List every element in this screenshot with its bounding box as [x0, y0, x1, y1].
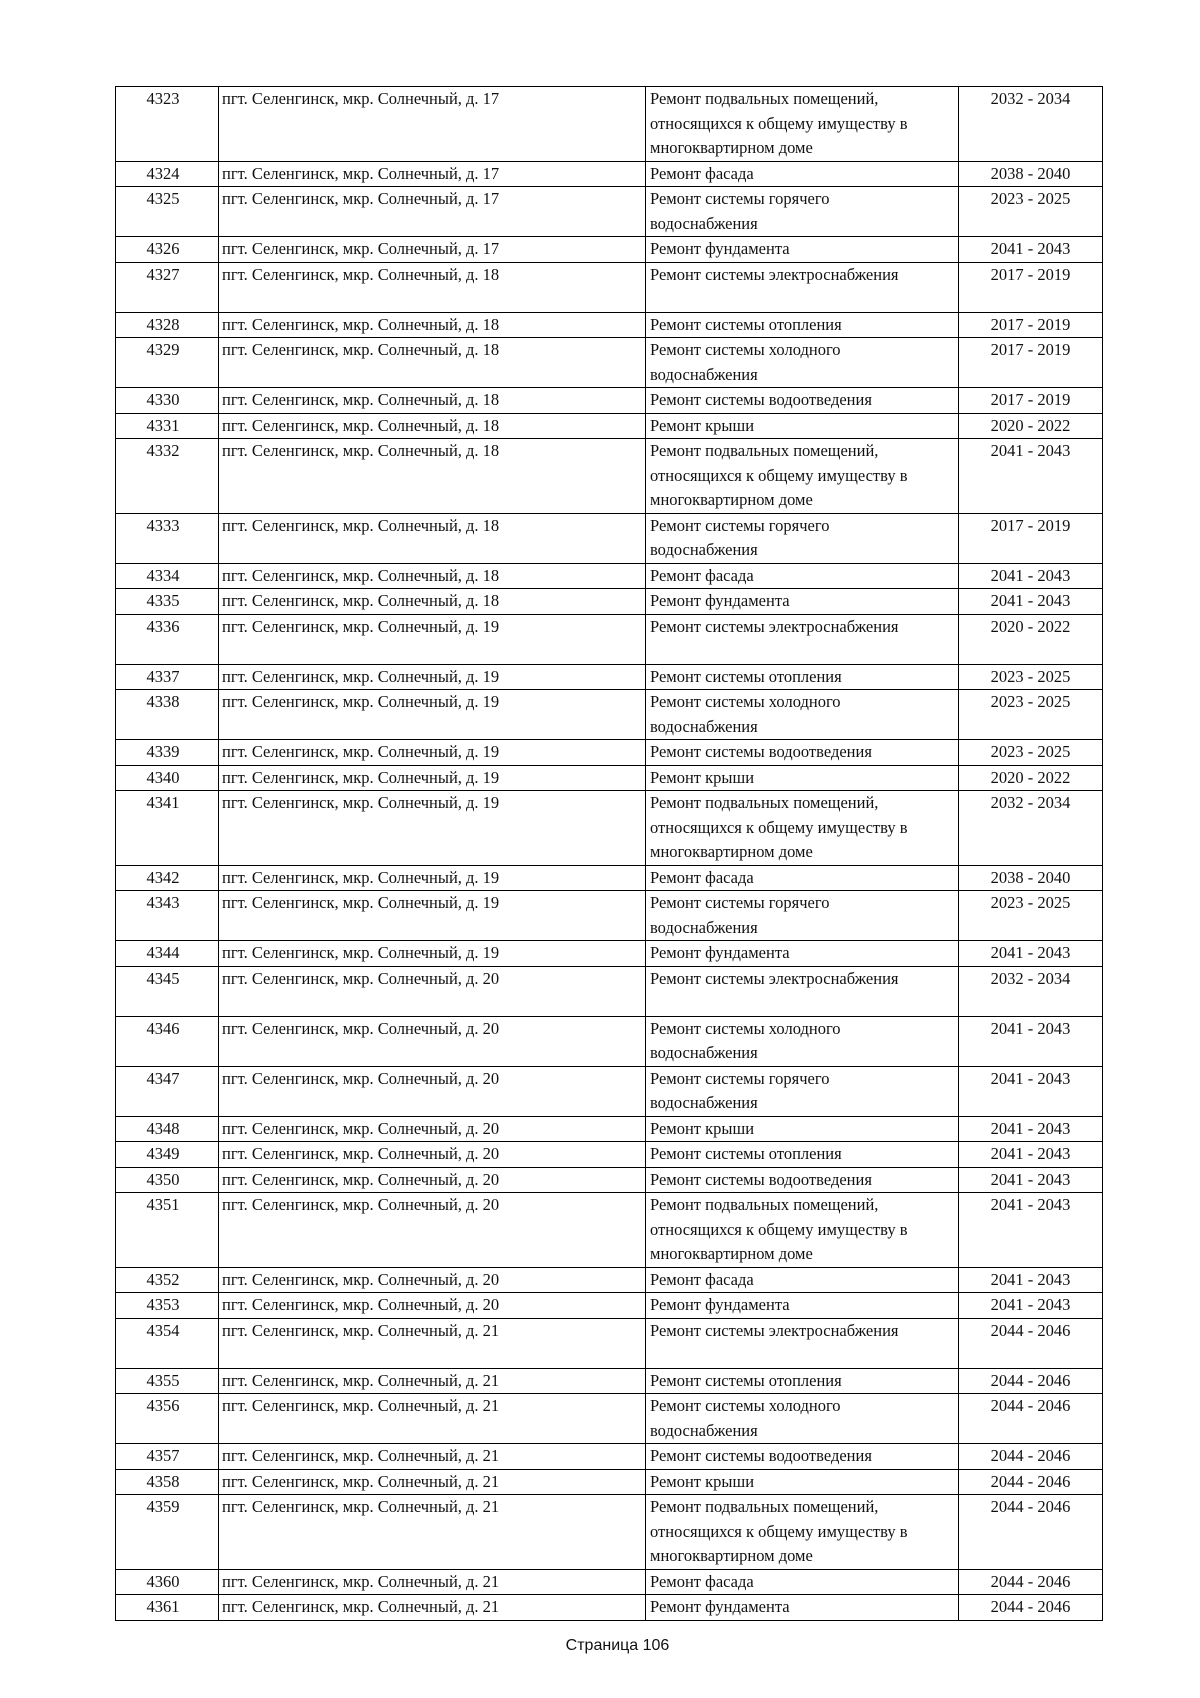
address-cell: пгт. Селенгинск, мкр. Солнечный, д. 21 [219, 1469, 646, 1495]
item-number-cell: 4334 [116, 563, 219, 589]
table-row [116, 664, 1103, 690]
table-row [116, 513, 1103, 563]
period-cell: 2017 - 2019 [959, 312, 1103, 338]
period-cell: 2038 - 2040 [959, 865, 1103, 891]
period-cell: 2017 - 2019 [959, 513, 1103, 563]
work-type-line: Ремонт фасада [650, 1571, 754, 1591]
work-type-cell [646, 865, 959, 891]
item-number-cell: 4337 [116, 664, 219, 690]
item-number-cell: 4353 [116, 1293, 219, 1319]
table-row [116, 1318, 1103, 1368]
item-number-cell: 4352 [116, 1267, 219, 1293]
work-type-cell [646, 338, 959, 388]
repair-schedule-table [115, 86, 1103, 1621]
work-type-cell [646, 1495, 959, 1570]
period-cell: 2044 - 2046 [959, 1394, 1103, 1444]
address-cell: пгт. Селенгинск, мкр. Солнечный, д. 21 [219, 1595, 646, 1621]
table-row [116, 941, 1103, 967]
period-cell: 2032 - 2034 [959, 87, 1103, 162]
item-number-cell: 4325 [116, 187, 219, 237]
period-cell: 2041 - 2043 [959, 1293, 1103, 1319]
address-cell: пгт. Селенгинск, мкр. Солнечный, д. 20 [219, 1116, 646, 1142]
table-row [116, 1142, 1103, 1168]
item-number-cell: 4338 [116, 690, 219, 740]
item-number-cell: 4354 [116, 1318, 219, 1368]
work-type-line: Ремонт крыши [650, 1471, 755, 1491]
work-type-cell [646, 1394, 959, 1444]
work-type-line: Ремонт подвальных помещений, [650, 89, 879, 108]
work-type-cell [646, 1016, 959, 1066]
period-cell: 2041 - 2043 [959, 1267, 1103, 1293]
work-type-line: многоквартирном доме [650, 1546, 813, 1565]
period-cell: 2041 - 2043 [959, 237, 1103, 263]
work-type-cell [646, 87, 959, 162]
table-row [116, 1193, 1103, 1268]
table-row [116, 891, 1103, 941]
work-type-cell [646, 740, 959, 766]
item-number-cell: 4323 [116, 87, 219, 162]
work-type-cell [646, 614, 959, 664]
work-type-line: водоснабжения [650, 540, 758, 559]
work-type-cell [646, 1444, 959, 1470]
item-number-cell: 4326 [116, 237, 219, 263]
work-type-line: Ремонт фундамента [650, 1597, 790, 1616]
work-type-line: многоквартирном доме [650, 1244, 813, 1263]
period-cell: 2023 - 2025 [959, 891, 1103, 941]
work-type-line: Ремонт системы водоотведения [650, 1446, 872, 1465]
period-cell: 2017 - 2019 [959, 262, 1103, 312]
work-type-cell [646, 1142, 959, 1168]
address-cell: пгт. Селенгинск, мкр. Солнечный, д. 19 [219, 614, 646, 664]
item-number-cell: 4340 [116, 765, 219, 791]
address-cell: пгт. Селенгинск, мкр. Солнечный, д. 18 [219, 388, 646, 414]
work-type-line: относящихся к общему имуществу в [650, 817, 908, 837]
work-type-line: Ремонт фасада [650, 163, 754, 183]
address-cell: пгт. Селенгинск, мкр. Солнечный, д. 19 [219, 865, 646, 891]
work-type-line: Ремонт системы электроснабжения [650, 968, 899, 988]
table-row [116, 338, 1103, 388]
work-type-line: Ремонт системы отопления [650, 666, 842, 686]
item-number-cell: 4336 [116, 614, 219, 664]
work-type-cell [646, 388, 959, 414]
table-row [116, 1016, 1103, 1066]
item-number-cell: 4350 [116, 1167, 219, 1193]
period-cell: 2044 - 2046 [959, 1318, 1103, 1368]
work-type-line: Ремонт фундамента [650, 239, 790, 258]
address-cell: пгт. Селенгинск, мкр. Солнечный, д. 20 [219, 1267, 646, 1293]
work-type-line: Ремонт системы отопления [650, 1144, 842, 1163]
work-type-line: относящихся к общему имуществу в [650, 1219, 908, 1239]
address-cell: пгт. Селенгинск, мкр. Солнечный, д. 19 [219, 891, 646, 941]
table-row [116, 1469, 1103, 1495]
table-row [116, 589, 1103, 615]
address-cell: пгт. Селенгинск, мкр. Солнечный, д. 20 [219, 1142, 646, 1168]
period-cell: 2044 - 2046 [959, 1444, 1103, 1470]
table-row [116, 765, 1103, 791]
work-type-cell [646, 941, 959, 967]
period-cell: 2044 - 2046 [959, 1368, 1103, 1394]
table-body [116, 87, 1103, 1621]
table-row [116, 791, 1103, 866]
work-type-line: относящихся к общему имуществу в [650, 1521, 908, 1541]
period-cell: 2023 - 2025 [959, 740, 1103, 766]
period-cell: 2023 - 2025 [959, 664, 1103, 690]
address-cell: пгт. Селенгинск, мкр. Солнечный, д. 20 [219, 1167, 646, 1193]
address-cell: пгт. Селенгинск, мкр. Солнечный, д. 19 [219, 664, 646, 690]
table-row [116, 1394, 1103, 1444]
table-row [116, 865, 1103, 891]
item-number-cell: 4356 [116, 1394, 219, 1444]
period-cell: 2044 - 2046 [959, 1595, 1103, 1621]
page-number-footer: Страница 106 [565, 1637, 670, 1654]
address-cell: пгт. Селенгинск, мкр. Солнечный, д. 20 [219, 1066, 646, 1116]
table-row [116, 1444, 1103, 1470]
item-number-cell: 4324 [116, 161, 219, 187]
work-type-line: водоснабжения [650, 213, 758, 233]
period-cell: 2044 - 2046 [959, 1495, 1103, 1570]
period-cell: 2041 - 2043 [959, 589, 1103, 615]
work-type-line: Ремонт системы холодного [650, 340, 841, 359]
work-type-line [650, 287, 954, 312]
work-type-cell [646, 690, 959, 740]
work-type-cell [646, 1595, 959, 1621]
address-cell: пгт. Селенгинск, мкр. Солнечный, д. 21 [219, 1318, 646, 1368]
work-type-cell [646, 1318, 959, 1368]
item-number-cell: 4341 [116, 791, 219, 866]
work-type-line: многоквартирном доме [650, 490, 813, 509]
period-cell: 2041 - 2043 [959, 563, 1103, 589]
table-row [116, 187, 1103, 237]
address-cell: пгт. Селенгинск, мкр. Солнечный, д. 20 [219, 1293, 646, 1319]
work-type-cell [646, 187, 959, 237]
item-number-cell: 4355 [116, 1368, 219, 1394]
table-row [116, 312, 1103, 338]
work-type-line: Ремонт фундамента [650, 591, 790, 610]
item-number-cell: 4328 [116, 312, 219, 338]
work-type-line [650, 991, 954, 1016]
work-type-cell [646, 891, 959, 941]
address-cell: пгт. Селенгинск, мкр. Солнечный, д. 21 [219, 1444, 646, 1470]
table-row [116, 262, 1103, 312]
work-type-cell [646, 161, 959, 187]
work-type-line: Ремонт крыши [650, 415, 755, 435]
item-number-cell: 4330 [116, 388, 219, 414]
table-row [116, 1066, 1103, 1116]
item-number-cell: 4358 [116, 1469, 219, 1495]
address-cell: пгт. Селенгинск, мкр. Солнечный, д. 18 [219, 513, 646, 563]
period-cell: 2017 - 2019 [959, 338, 1103, 388]
work-type-line: Ремонт системы горячего [650, 515, 830, 535]
item-number-cell: 4348 [116, 1116, 219, 1142]
work-type-cell [646, 237, 959, 263]
address-cell: пгт. Селенгинск, мкр. Солнечный, д. 18 [219, 563, 646, 589]
item-number-cell: 4335 [116, 589, 219, 615]
work-type-line: Ремонт подвальных помещений, [650, 441, 879, 460]
item-number-cell: 4329 [116, 338, 219, 388]
table-row [116, 87, 1103, 162]
period-cell: 2017 - 2019 [959, 388, 1103, 414]
work-type-line: многоквартирном доме [650, 138, 813, 157]
item-number-cell: 4346 [116, 1016, 219, 1066]
address-cell: пгт. Селенгинск, мкр. Солнечный, д. 20 [219, 966, 646, 1016]
item-number-cell: 4343 [116, 891, 219, 941]
period-cell: 2032 - 2034 [959, 791, 1103, 866]
work-type-cell [646, 1569, 959, 1595]
work-type-line [650, 1343, 954, 1368]
period-cell: 2044 - 2046 [959, 1569, 1103, 1595]
period-cell: 2041 - 2043 [959, 941, 1103, 967]
period-cell: 2023 - 2025 [959, 690, 1103, 740]
table-row [116, 966, 1103, 1016]
table-row [116, 1495, 1103, 1570]
table-row [116, 1368, 1103, 1394]
address-cell: пгт. Селенгинск, мкр. Солнечный, д. 18 [219, 589, 646, 615]
work-type-line: Ремонт системы холодного [650, 1018, 841, 1038]
work-type-line: Ремонт системы водоотведения [650, 1169, 872, 1189]
period-cell: 2020 - 2022 [959, 413, 1103, 439]
table-row [116, 563, 1103, 589]
work-type-cell [646, 1267, 959, 1293]
address-cell: пгт. Селенгинск, мкр. Солнечный, д. 21 [219, 1569, 646, 1595]
address-cell: пгт. Селенгинск, мкр. Солнечный, д. 21 [219, 1394, 646, 1444]
address-cell: пгт. Селенгинск, мкр. Солнечный, д. 18 [219, 338, 646, 388]
item-number-cell: 4360 [116, 1569, 219, 1595]
work-type-line: Ремонт системы электроснабжения [650, 616, 899, 636]
table-row [116, 237, 1103, 263]
address-cell: пгт. Селенгинск, мкр. Солнечный, д. 17 [219, 187, 646, 237]
table-row [116, 161, 1103, 187]
work-type-line: Ремонт системы электроснабжения [650, 1320, 899, 1340]
address-cell: пгт. Селенгинск, мкр. Солнечный, д. 19 [219, 765, 646, 791]
work-type-line: Ремонт подвальных помещений, [650, 793, 879, 812]
work-type-line: Ремонт фундамента [650, 943, 790, 962]
work-type-line: Ремонт системы горячего [650, 1068, 830, 1088]
period-cell: 2041 - 2043 [959, 1116, 1103, 1142]
work-type-cell [646, 513, 959, 563]
item-number-cell: 4327 [116, 262, 219, 312]
table-row [116, 1293, 1103, 1319]
work-type-line: Ремонт фасада [650, 565, 754, 585]
work-type-line: водоснабжения [650, 364, 758, 384]
work-type-cell [646, 664, 959, 690]
work-type-line: Ремонт системы отопления [650, 314, 842, 334]
item-number-cell: 4332 [116, 439, 219, 514]
table-row [116, 1569, 1103, 1595]
work-type-line: относящихся к общему имуществу в [650, 465, 908, 485]
work-type-line: водоснабжения [650, 1043, 758, 1062]
period-cell: 2041 - 2043 [959, 1066, 1103, 1116]
period-cell: 2041 - 2043 [959, 1142, 1103, 1168]
table-row [116, 740, 1103, 766]
address-cell: пгт. Селенгинск, мкр. Солнечный, д. 19 [219, 791, 646, 866]
work-type-line: Ремонт системы холодного [650, 1396, 841, 1415]
item-number-cell: 4359 [116, 1495, 219, 1570]
item-number-cell: 4347 [116, 1066, 219, 1116]
work-type-line: Ремонт системы холодного [650, 692, 841, 711]
period-cell: 2020 - 2022 [959, 765, 1103, 791]
work-type-line: Ремонт системы горячего [650, 189, 830, 208]
table-row [116, 439, 1103, 514]
period-cell: 2041 - 2043 [959, 439, 1103, 514]
work-type-line: Ремонт фасада [650, 1269, 754, 1289]
item-number-cell: 4345 [116, 966, 219, 1016]
work-type-line: Ремонт системы горячего [650, 893, 830, 912]
address-cell: пгт. Селенгинск, мкр. Солнечный, д. 17 [219, 161, 646, 187]
work-type-line: Ремонт фундамента [650, 1295, 790, 1314]
item-number-cell: 4351 [116, 1193, 219, 1268]
period-cell: 2020 - 2022 [959, 614, 1103, 664]
work-type-line: Ремонт системы электроснабжения [650, 264, 899, 284]
table-row [116, 1116, 1103, 1142]
item-number-cell: 4357 [116, 1444, 219, 1470]
work-type-line: водоснабжения [650, 716, 758, 736]
work-type-cell [646, 1167, 959, 1193]
work-type-cell [646, 563, 959, 589]
work-type-line: Ремонт системы отопления [650, 1370, 842, 1390]
period-cell: 2038 - 2040 [959, 161, 1103, 187]
work-type-cell [646, 1193, 959, 1268]
address-cell: пгт. Селенгинск, мкр. Солнечный, д. 17 [219, 237, 646, 263]
address-cell: пгт. Селенгинск, мкр. Солнечный, д. 18 [219, 439, 646, 514]
work-type-cell [646, 312, 959, 338]
item-number-cell: 4342 [116, 865, 219, 891]
work-type-line: водоснабжения [650, 917, 758, 937]
table-row [116, 413, 1103, 439]
address-cell: пгт. Селенгинск, мкр. Солнечный, д. 18 [219, 312, 646, 338]
work-type-cell [646, 791, 959, 866]
address-cell: пгт. Селенгинск, мкр. Солнечный, д. 21 [219, 1368, 646, 1394]
work-type-cell [646, 765, 959, 791]
table-row [116, 1267, 1103, 1293]
work-type-cell [646, 589, 959, 615]
work-type-cell [646, 1116, 959, 1142]
work-type-cell [646, 439, 959, 514]
work-type-line: Ремонт системы водоотведения [650, 742, 872, 761]
period-cell: 2041 - 2043 [959, 1193, 1103, 1268]
work-type-line [650, 639, 954, 664]
work-type-cell [646, 1066, 959, 1116]
work-type-cell [646, 1368, 959, 1394]
table-row [116, 1167, 1103, 1193]
period-cell: 2041 - 2043 [959, 1016, 1103, 1066]
work-type-cell [646, 966, 959, 1016]
work-type-cell [646, 1293, 959, 1319]
work-type-line: Ремонт подвальных помещений, [650, 1497, 879, 1516]
address-cell: пгт. Селенгинск, мкр. Солнечный, д. 18 [219, 413, 646, 439]
work-type-cell [646, 413, 959, 439]
address-cell: пгт. Селенгинск, мкр. Солнечный, д. 17 [219, 87, 646, 162]
item-number-cell: 4361 [116, 1595, 219, 1621]
table-row [116, 388, 1103, 414]
work-type-line: Ремонт подвальных помещений, [650, 1195, 879, 1214]
item-number-cell: 4333 [116, 513, 219, 563]
work-type-line: Ремонт крыши [650, 767, 755, 787]
item-number-cell: 4331 [116, 413, 219, 439]
table-row [116, 614, 1103, 664]
table-row [116, 690, 1103, 740]
work-type-line: Ремонт фасада [650, 867, 754, 887]
table-row [116, 1595, 1103, 1621]
item-number-cell: 4344 [116, 941, 219, 967]
item-number-cell: 4349 [116, 1142, 219, 1168]
period-cell: 2032 - 2034 [959, 966, 1103, 1016]
period-cell: 2044 - 2046 [959, 1469, 1103, 1495]
work-type-cell [646, 1469, 959, 1495]
address-cell: пгт. Селенгинск, мкр. Солнечный, д. 21 [219, 1495, 646, 1570]
work-type-line: Ремонт системы водоотведения [650, 390, 872, 409]
item-number-cell: 4339 [116, 740, 219, 766]
address-cell: пгт. Селенгинск, мкр. Солнечный, д. 19 [219, 941, 646, 967]
address-cell: пгт. Селенгинск, мкр. Солнечный, д. 20 [219, 1016, 646, 1066]
work-type-line: водоснабжения [650, 1093, 758, 1112]
address-cell: пгт. Селенгинск, мкр. Солнечный, д. 19 [219, 690, 646, 740]
work-type-line: относящихся к общему имуществу в [650, 113, 908, 133]
period-cell: 2023 - 2025 [959, 187, 1103, 237]
address-cell: пгт. Селенгинск, мкр. Солнечный, д. 19 [219, 740, 646, 766]
address-cell: пгт. Селенгинск, мкр. Солнечный, д. 18 [219, 262, 646, 312]
work-type-line: Ремонт крыши [650, 1118, 755, 1138]
work-type-line: водоснабжения [650, 1420, 758, 1440]
work-type-cell [646, 262, 959, 312]
address-cell: пгт. Селенгинск, мкр. Солнечный, д. 20 [219, 1193, 646, 1268]
period-cell: 2041 - 2043 [959, 1167, 1103, 1193]
work-type-line: многоквартирном доме [650, 842, 813, 861]
